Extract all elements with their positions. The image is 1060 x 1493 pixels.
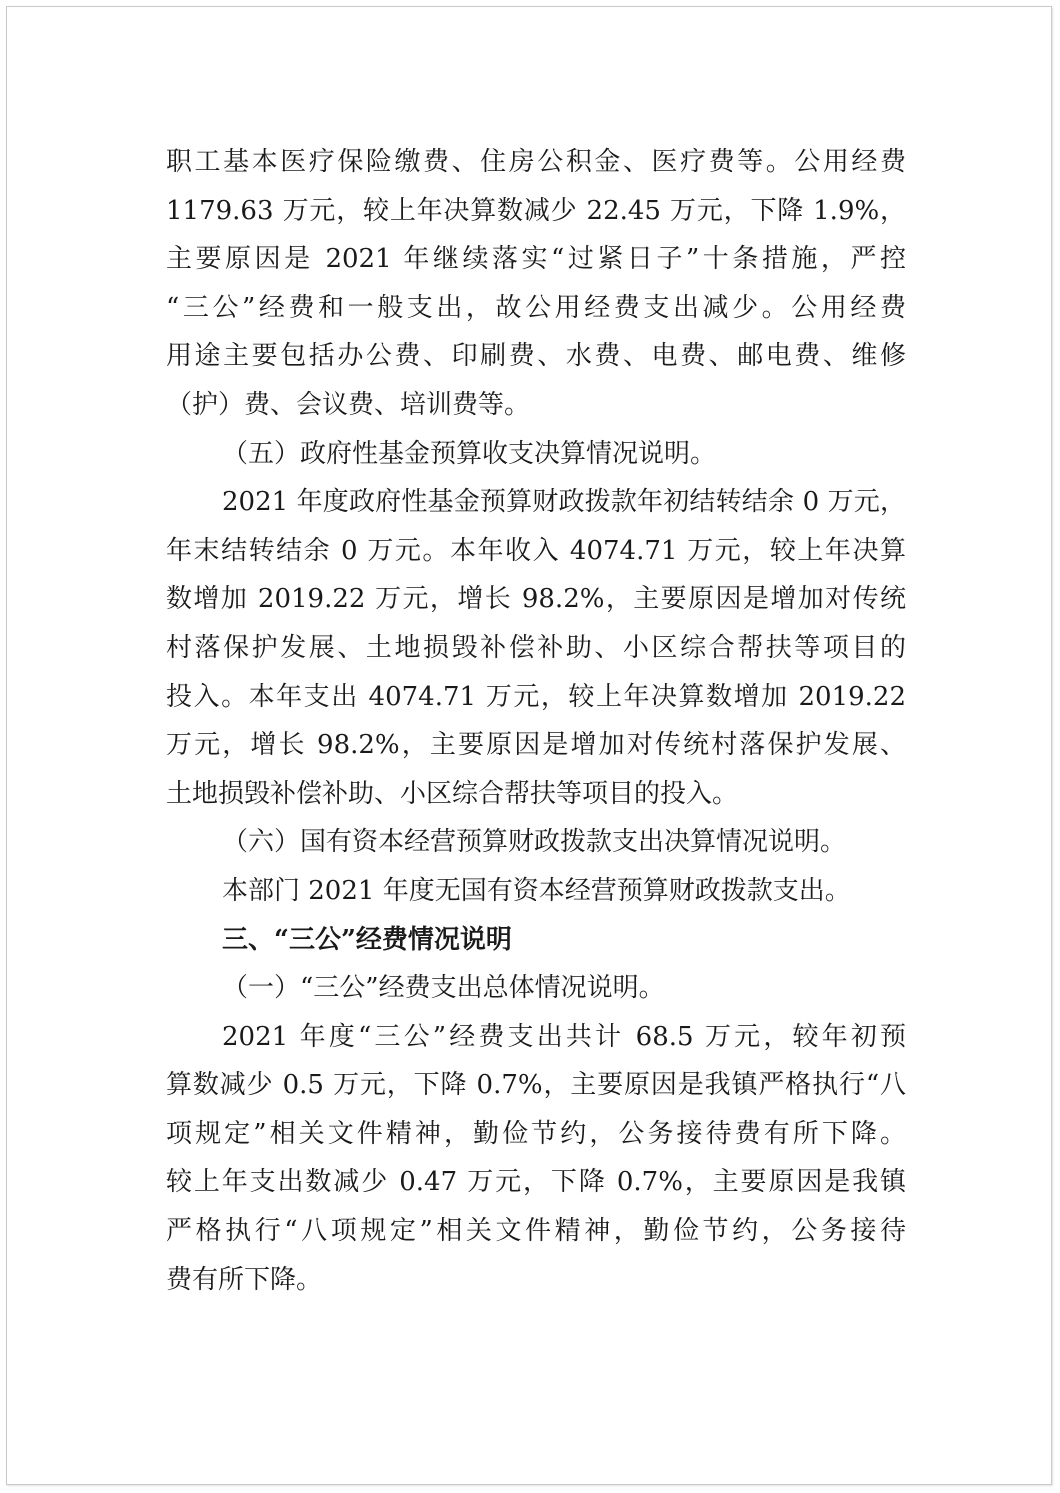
text-line: 村落保护发展、土地损毁补偿补助、小区综合帮扶等项目的 bbox=[166, 632, 906, 663]
section-heading: 三、“三公”经费情况说明 bbox=[222, 924, 512, 955]
text-line: 土地损毁补偿补助、小区综合帮扶等项目的投入。 bbox=[166, 778, 739, 809]
text-line: 较上年支出数减少 0.47 万元，下降 0.7%，主要原因是我镇 bbox=[166, 1167, 906, 1198]
text-line: 本部门 2021 年度无国有资本经营预算财政拨款支出。 bbox=[222, 875, 851, 906]
paragraph-public-expense bbox=[166, 138, 906, 430]
text-line: 用途主要包括办公费、印刷费、水费、电费、邮电费、维修 bbox=[166, 341, 906, 372]
text-line: （五）政府性基金预算收支决算情况说明。 bbox=[222, 438, 717, 469]
document-body bbox=[166, 138, 906, 1304]
text-line: 2021 年度“三公”经费支出共计 68.5 万元，较年初预 bbox=[222, 1021, 906, 1052]
text-line: （六）国有资本经营预算财政拨款支出决算情况说明。 bbox=[222, 827, 847, 858]
text-line: 数增加 2019.22 万元，增长 98.2%，主要原因是增加对传统 bbox=[166, 584, 906, 615]
text-line: 费有所下降。 bbox=[166, 1264, 323, 1295]
text-line: 投入。本年支出 4074.71 万元，较上年决算数增加 2019.22 bbox=[166, 681, 906, 712]
text-line: （护）费、会议费、培训费等。 bbox=[166, 389, 531, 420]
text-line: “三公”经费和一般支出，故公用经费支出减少。公用经费 bbox=[166, 292, 906, 323]
text-line: （一）“三公”经费支出总体情况说明。 bbox=[222, 973, 665, 1004]
subheading-state-capital bbox=[166, 818, 906, 867]
text-line: 2021 年度政府性基金预算财政拨款年初结转结余 0 万元， bbox=[222, 487, 906, 518]
paragraph-government-fund bbox=[166, 478, 906, 818]
text-line: 主要原因是 2021 年继续落实“过紧日子”十条措施，严控 bbox=[166, 244, 906, 275]
paragraph-three-public-overall bbox=[166, 1013, 906, 1305]
text-line: 严格执行“八项规定”相关文件精神，勤俭节约，公务接待 bbox=[166, 1216, 906, 1247]
text-line: 年末结转结余 0 万元。本年收入 4074.71 万元，较上年决算 bbox=[166, 535, 906, 566]
text-line: 算数减少 0.5 万元，下降 0.7%，主要原因是我镇严格执行“八 bbox=[166, 1070, 906, 1101]
subheading-three-public-overall bbox=[166, 964, 906, 1013]
subheading-government-fund bbox=[166, 430, 906, 479]
text-line: 万元，增长 98.2%，主要原因是增加对传统村落保护发展、 bbox=[166, 730, 906, 761]
text-line: 1179.63 万元，较上年决算数减少 22.45 万元，下降 1.9%， bbox=[166, 195, 906, 226]
text-line: 项规定”相关文件精神，勤俭节约，公务接待费有所下降。 bbox=[166, 1118, 906, 1149]
heading-three-public-expenses bbox=[166, 916, 906, 965]
text-line: 职工基本医疗保险缴费、住房公积金、医疗费等。公用经费 bbox=[166, 147, 906, 177]
paragraph-state-capital bbox=[166, 867, 906, 916]
